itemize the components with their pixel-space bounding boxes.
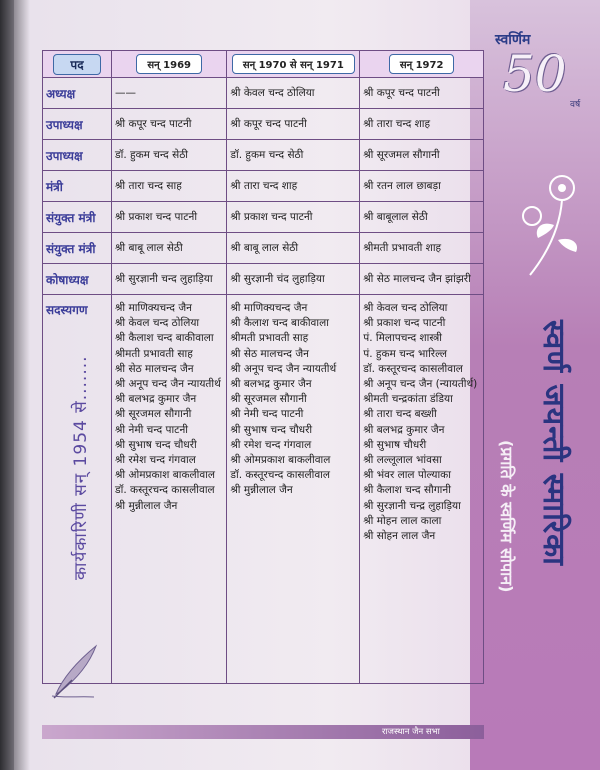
member-name: श्री सेठ मालचन्द जैन (230, 347, 309, 360)
post-cell: उपाध्यक्ष (43, 109, 112, 140)
member-name: श्रीमती चन्द्रकांता डंडिया (363, 393, 453, 406)
table-row (43, 202, 484, 233)
value-cell: श्री केवल चन्द ठोलिया (227, 78, 360, 109)
value-cell: डॉ. हुकम चन्द सेठी (112, 140, 227, 171)
fifty-years-number: 50 (503, 45, 567, 103)
member-name: श्री कैलाश चन्द सौगानी (363, 484, 451, 497)
member-name: श्री सूरजमल सौगानी (115, 408, 192, 421)
table-row (43, 264, 484, 295)
table-row (43, 233, 484, 264)
table-row (43, 78, 484, 109)
value-cell: श्रीमती प्रभावती शाह (360, 233, 484, 264)
member-name: श्री लल्लूलाल भांवसा (363, 454, 442, 467)
golden-label: स्वर्णिम (495, 32, 531, 48)
members-list-1969 (112, 295, 227, 684)
value-cell: श्री बाबूलाल सेठी (360, 202, 484, 233)
member-name: श्री केवल चन्द ठोलिया (115, 317, 200, 330)
members-list-1972 (360, 295, 484, 684)
member-name: श्री सुभाष चन्द चौधरी (230, 423, 313, 436)
member-name: श्री नेमी चन्द पाटनी (230, 408, 304, 421)
year1-label: सन् 1969 (136, 54, 202, 74)
header-year-1969 (112, 51, 227, 78)
member-name: श्री रमेश चन्द गंगवाल (115, 454, 196, 467)
table-row (43, 140, 484, 171)
value-cell: श्री कपूर चन्द पाटनी (112, 109, 227, 140)
member-name: पं. मिलापचन्द शास्त्री (363, 332, 442, 345)
member-name: श्री कैलाश चन्द बाकीवाला (115, 332, 214, 345)
member-name: श्री भंवर लाल पोल्याका (363, 469, 451, 482)
value-cell: श्री बाबू लाल सेठी (112, 233, 227, 264)
member-name: श्री बलभद्र कुमार जैन (115, 393, 197, 406)
year3-label: सन् 1972 (389, 54, 455, 74)
member-name: श्री अनूप चन्द जैन न्यायतीर्थ (230, 362, 337, 375)
member-name: श्री सुभाष चौधरी (363, 438, 427, 451)
member-name: श्री सुरज्ञानी चन्द्र लुहाड़िया (363, 499, 461, 512)
committee-table (42, 50, 484, 684)
souvenir-title: स्वर्ण जयन्ती स्मारिका (536, 320, 571, 566)
post-cell: अध्यक्ष (43, 78, 112, 109)
value-cell: श्री प्रकाश चन्द पाटनी (112, 202, 227, 233)
value-cell: श्री सुरज्ञानी चंद लुहाड़िया (227, 264, 360, 295)
member-name: श्री मुन्नीलाल जैन (230, 484, 293, 497)
header-post (43, 51, 112, 78)
member-name: श्री सेठ मालचन्द जैन (115, 362, 194, 375)
member-name: श्री माणिक्यचन्द जैन (115, 302, 192, 314)
value-cell: श्री प्रकाश चन्द पाटनी (227, 202, 360, 233)
header-year-1970-1971 (227, 51, 360, 78)
post-header-label: पद (53, 54, 100, 75)
vertical-caption: कार्यकारिणी सन् 1954 से....... (71, 355, 91, 580)
value-cell: श्री तारा चन्द शाह (360, 109, 484, 140)
header-year-1972 (360, 51, 484, 78)
member-name: श्रीमती प्रभावती साह (230, 332, 309, 345)
book-spine (0, 0, 14, 770)
table-header-row (43, 51, 484, 78)
member-name: श्री मुन्नीलाल जैन (115, 499, 178, 512)
post-cell: संयुक्त मंत्री (43, 233, 112, 264)
member-name: पं. हुकम चन्द भारिल्ल (363, 347, 447, 360)
member-name: श्री मोहन लाल काला (363, 514, 442, 527)
members-row (43, 295, 484, 684)
post-cell: उपाध्यक्ष (43, 140, 112, 171)
post-cell: मंत्री (43, 171, 112, 202)
member-name: डॉ. कस्तूरचन्द कासलीवाल (230, 469, 331, 482)
member-name: श्री सुभाष चन्द चौधरी (115, 438, 197, 451)
year-word: वर्ष (570, 100, 581, 110)
value-cell: श्री कपूर चन्द पाटनी (360, 78, 484, 109)
value-cell: —— (112, 78, 227, 109)
value-cell: श्री सुरज्ञानी चन्द लुहाड़िया (112, 264, 227, 295)
value-cell: श्री कपूर चन्द पाटनी (227, 109, 360, 140)
member-name: श्री नेमी चन्द पाटनी (115, 423, 189, 436)
table-row (43, 109, 484, 140)
member-name: श्री तारा चन्द बख्शी (363, 408, 437, 421)
member-name: श्री अनूप चन्द जैन (न्यायतीर्थ) (363, 378, 478, 391)
member-name: श्री बलभद्र कुमार जैन (230, 378, 312, 391)
member-name: श्री प्रकाश चन्द पाटनी (363, 317, 446, 330)
value-cell: श्री तारा चन्द शाह (227, 171, 360, 202)
member-name: श्री ओमप्रकाश बाकलीवाल (115, 469, 216, 482)
member-name: श्री केवल चन्द ठोलिया (363, 302, 448, 314)
post-cell: कोषाध्यक्ष (43, 264, 112, 295)
member-name: श्री कैलाश चन्द बाकीवाला (230, 317, 329, 330)
member-name: श्री रमेश चन्द गंगवाल (230, 438, 312, 451)
quill-pen-icon (50, 640, 102, 700)
footer-text: राजस्थान जैन सभा (382, 727, 440, 737)
member-name: श्री बलभद्र कुमार जैन (363, 423, 445, 436)
value-cell: श्री बाबू लाल सेठी (227, 233, 360, 264)
value-cell: डॉ. हुकम चन्द सेठी (227, 140, 360, 171)
table-row (43, 171, 484, 202)
member-name: श्रीमती प्रभावती साह (115, 347, 193, 360)
member-name: श्री अनूप चन्द जैन न्यायतीर्थ (115, 378, 221, 391)
member-name: श्री सूरजमल सौगानी (230, 393, 307, 406)
value-cell: श्री सेठ मालचन्द जैन झांझरी (360, 264, 484, 295)
member-name: डॉ. कस्तूरचन्द कासलीवाल (363, 362, 463, 375)
year2-label: सन् 1970 से सन् 1971 (232, 54, 355, 74)
member-name: श्री माणिक्यचन्द जैन (230, 302, 308, 314)
flower-icon (520, 170, 590, 280)
members-list-1970-1971 (227, 295, 360, 684)
member-name: श्री ओमप्रकाश बाकलीवाल (230, 454, 331, 467)
members-post-cell: सदस्यगण (43, 295, 112, 684)
member-name: डॉ. कस्तूरचन्द कासलीवाल (115, 484, 215, 497)
souvenir-subtitle: (प्रगति के स्वर्णिम सोपान) (497, 440, 516, 593)
value-cell: श्री तारा चन्द साह (112, 171, 227, 202)
value-cell: श्री रतन लाल छाबड़ा (360, 171, 484, 202)
member-name: श्री सोहन लाल जैन (363, 530, 436, 543)
post-cell: संयुक्त मंत्री (43, 202, 112, 233)
value-cell: श्री सूरजमल सौगानी (360, 140, 484, 171)
